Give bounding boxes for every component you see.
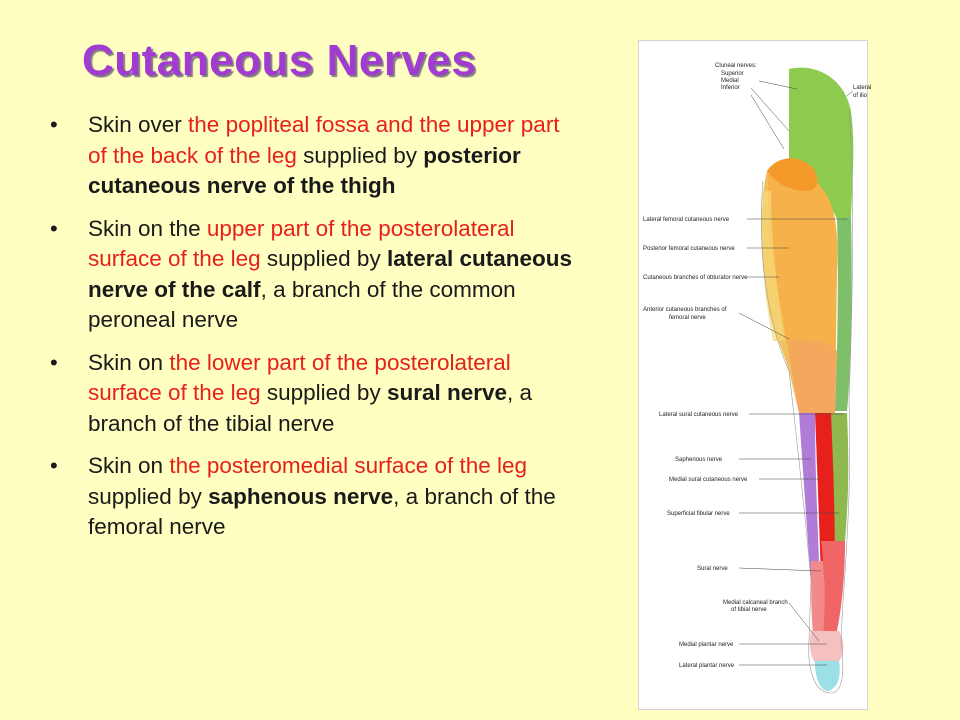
nerve-name: lateral cutaneous nerve of the calf (88, 246, 573, 302)
medial-calcaneal-label-1: Medial calcaneal branch (723, 600, 788, 606)
text-segment: supplied by (88, 483, 209, 509)
posterior-femoral-label: Posterior femoral cutaneous nerve (643, 246, 735, 252)
highlight-text: upper part of the posterolateral surface of the leg (88, 215, 515, 271)
bullet-text (88, 216, 572, 333)
anterior-cutaneous-label-1: Anterior cutaneous branches of (643, 307, 727, 313)
cluneal-superior-label: Superior (721, 71, 744, 77)
text-segment: Skin on the (88, 215, 207, 241)
nerve-name: sural nerve (386, 380, 508, 405)
lateral-sural-label: Lateral sural cutaneous nerve (659, 412, 739, 418)
bullet-text (88, 350, 532, 436)
highlight-text: the posteromedial surface of the leg (169, 453, 528, 478)
bullet-text (88, 112, 560, 198)
cluneal-medial-label: Medial (721, 78, 739, 84)
superficial-fibular-region (821, 541, 845, 631)
lateral-plantar-label: Lateral plantar nerve (679, 663, 735, 669)
medial-plantar-label: Medial plantar nerve (679, 642, 734, 648)
bullet-list (50, 110, 580, 555)
lateral-ilio-label-1: Lateral (853, 85, 872, 91)
cluneal-heading-label: Cluneal nerves: (715, 63, 757, 69)
slide-title: Cutaneous Nerves (82, 36, 477, 85)
text-segment: supplied by (260, 246, 387, 271)
bullet-icon: • (50, 215, 58, 241)
lower-leg-region (811, 561, 825, 636)
bullet-item (50, 348, 580, 440)
nerve-name: saphenous nerve (208, 483, 394, 509)
lateral-ilio-label-2: of ilio (853, 93, 868, 99)
superficial-fibular-label: Superficial fibular nerve (667, 511, 730, 517)
bullet-icon: • (50, 112, 58, 137)
bullet-icon: • (50, 453, 58, 478)
lateral-femoral-label: Lateral femoral cutaneous nerve (643, 217, 730, 223)
text-segment: supplied by (296, 142, 424, 168)
text-segment: , a branch of the femoral nerve (88, 483, 556, 539)
sural-label: Sural nerve (697, 566, 728, 572)
bullet-icon: • (50, 349, 58, 375)
anterior-cutaneous-label-2: femoral nerve (669, 315, 706, 321)
plantar-region (815, 661, 840, 691)
text-segment: supplied by (260, 380, 387, 405)
text-segment: , a branch of the common peroneal nerve (88, 276, 516, 332)
bullet-item (50, 451, 580, 543)
text-segment: Skin on (88, 349, 170, 375)
highlight-text: the lower part of the posterolateral surface of the leg (88, 349, 511, 405)
bullet-item (50, 110, 580, 202)
bullet-item (50, 214, 580, 336)
text-segment: Skin over (88, 112, 189, 137)
text-segment: , a branch of the tibial nerve (88, 380, 533, 436)
medial-sural-label: Medial sural cutaneous nerve (669, 477, 748, 483)
cluneal-inferior-label: Inferior (721, 85, 740, 91)
leg-illustration (639, 41, 872, 709)
nerve-name: posterior cutaneous nerve of the thigh (88, 142, 521, 198)
popliteal-region (789, 340, 837, 413)
obturator-label: Cutaneous branches of obturator nerve (643, 275, 748, 281)
saphenous-label: Saphenous nerve (675, 457, 723, 463)
highlight-text: the popliteal fossa and the upper part of the back of the leg (88, 112, 560, 168)
lateral-femoral-region (835, 216, 852, 411)
text-segment: Skin on (88, 453, 170, 478)
bullet-text (88, 453, 556, 539)
medial-calcaneal-label-2: of tibial nerve (731, 607, 767, 613)
leg-nerve-diagram (638, 40, 872, 710)
